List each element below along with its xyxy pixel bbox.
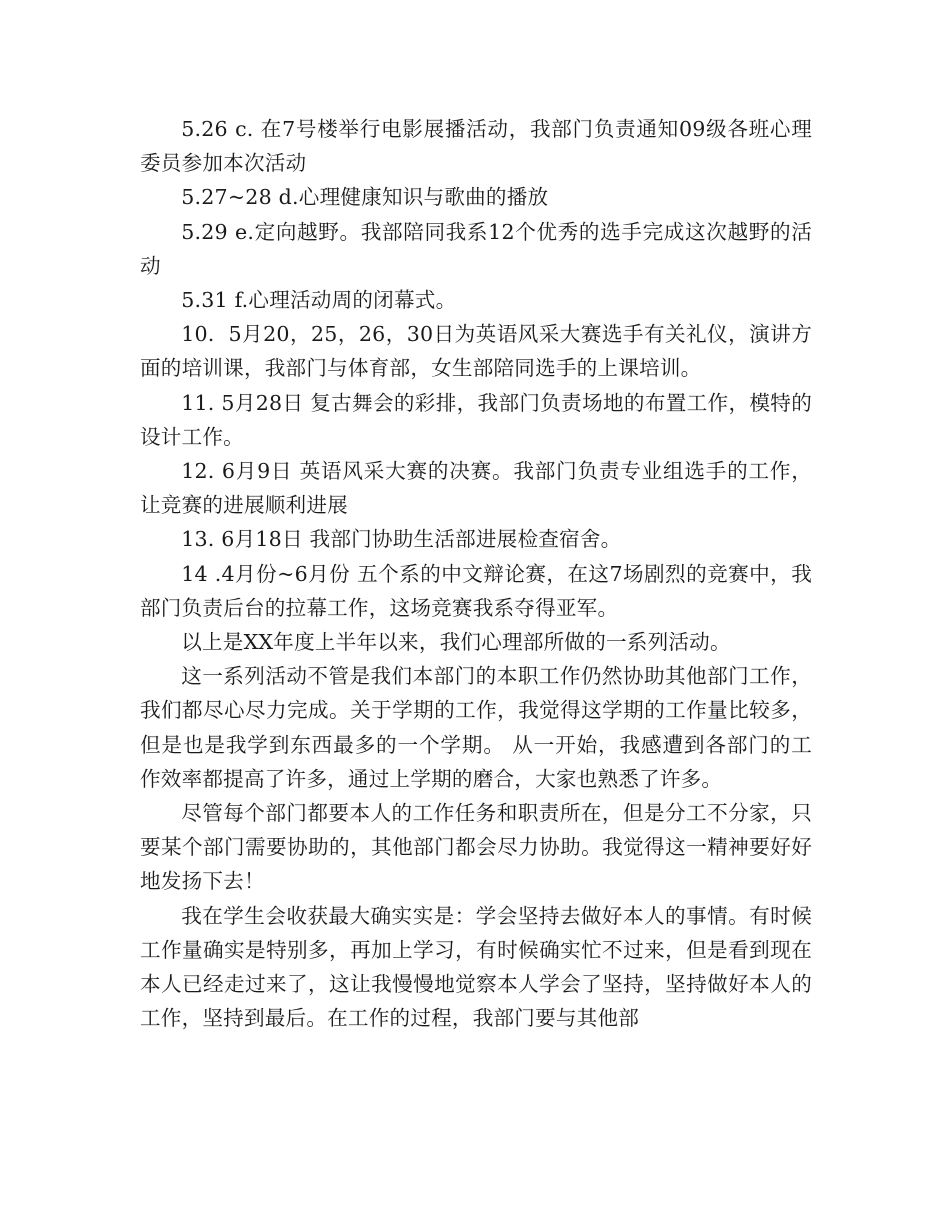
- paragraph-5-26: 5.26 c. 在7号楼举行电影展播活动，我部门负责通知09级各班心理委员参加本次活动: [140, 117, 812, 176]
- paragraph-5-31: 5.31 f.心理活动周的闭幕式。: [181, 288, 457, 313]
- paragraph-item-12: 12. 6月9日 英语风采大赛的决赛。我部门负责专业组选手的工作，让竞赛的进展顺利进展: [140, 459, 812, 518]
- paragraph-5-27: 5.27~28 d.心理健康知识与歌曲的播放: [181, 185, 549, 210]
- paragraph-5-29: 5.29 e.定向越野。我部陪同我系12个优秀的选手完成这次越野的活动: [140, 219, 812, 278]
- paragraph-item-13: 13. 6月18日 我部门协助生活部进展检查宿舍。: [181, 527, 622, 552]
- paragraph-persistence: 我在学生会收获最大确实实是：学会坚持去做好本人的事情。有时候工作量确实是特别多，再加上学习，有时候确实忙不过来，但是看到现在本人已经走过来了，这让我慢慢地觉察本人学会了坚持，坚持做好本人的工作，坚持到最后。在工作的过程，我部门要与其他部: [140, 903, 812, 1031]
- paragraph-summary: 以上是XX年度上半年以来，我们心理部所做的一系列活动。: [181, 630, 731, 655]
- document-page: [140, 112, 812, 1035]
- paragraph-reflection: 这一系列活动不管是我们本部门的本职工作仍然协助其他部门工作，我们都尽心尽力完成。关于学期的工作，我觉得这学期的工作量比较多，但是也是我学到东西最多的一个学期。 从一开始，我感遭到各部门的工作效率都提高了许多，通过上学期的磨合，大家也熟悉了许多。: [140, 664, 812, 791]
- paragraph-teamwork: 尽管每个部门都要本人的工作任务和职责所在，但是分工不分家，只要某个部门需要协助的，其他部门都会尽力协助。我觉得这一精神要好好地发扬下去！: [140, 801, 812, 894]
- paragraph-item-10: 10. 5月20，25，26，30日为英语风采大赛选手有关礼仪，演讲方面的培训课，我部门与体育部，女生部陪同选手的上课培训。: [140, 322, 812, 381]
- paragraph-item-11: 11. 5月28日 复古舞会的彩排，我部门负责场地的布置工作，模特的设计工作。: [140, 390, 812, 449]
- paragraph-item-14: 14 .4月份~6月份 五个系的中文辩论赛，在这7场剧烈的竞赛中，我部门负责后台的拉幕工作，这场竞赛我系夺得亚军。: [140, 561, 812, 620]
